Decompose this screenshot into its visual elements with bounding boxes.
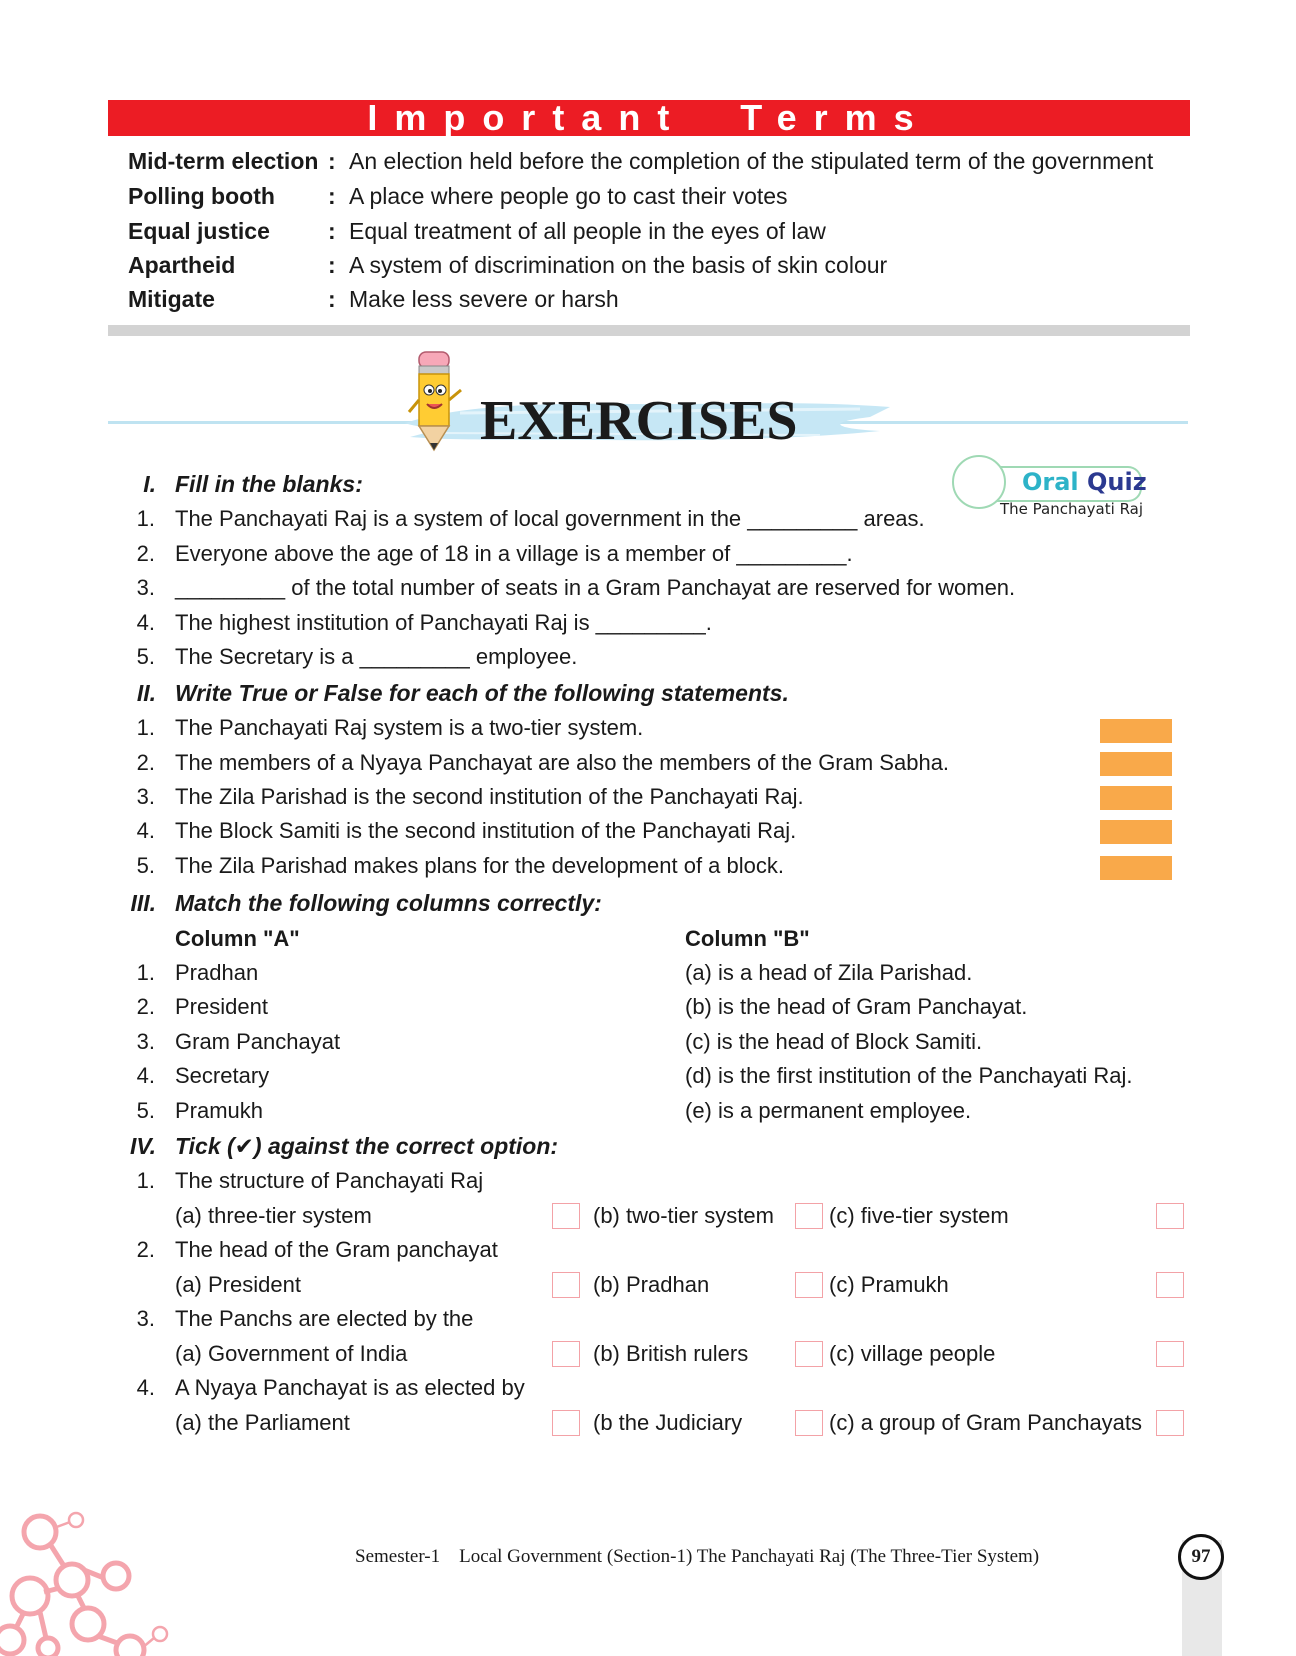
- option-a: (a) three-tier system: [175, 1203, 372, 1228]
- column-a-item: Pramukh: [175, 1098, 264, 1123]
- option-a: (a) President: [175, 1272, 301, 1297]
- term-word: Apartheid: [128, 252, 236, 278]
- footer-semester: Semester-1: [355, 1546, 441, 1567]
- tick-box[interactable]: [552, 1410, 580, 1436]
- question-row: [0, 571, 1296, 605]
- tick-box[interactable]: [1156, 1203, 1184, 1229]
- question-text: Everyone above the age of 18 in a village is a member of _________.: [175, 541, 853, 566]
- section-number: IV.: [129, 1133, 156, 1159]
- option-c: (c) a group of Gram Panchayats: [829, 1410, 1143, 1435]
- question-number: 5.: [136, 853, 155, 878]
- question-text: The Secretary is a _________ employee.: [175, 644, 578, 669]
- option-b: (b) two-tier system: [593, 1203, 774, 1228]
- term-definition: An election held before the completion of the stipulated term of the government: [349, 148, 1154, 174]
- column-b-header: Column "B": [685, 926, 810, 951]
- option-b: (b) Pradhan: [593, 1272, 710, 1297]
- question-number: 5.: [136, 1098, 155, 1123]
- section-number: II.: [136, 680, 156, 706]
- question-number: 3.: [136, 784, 155, 809]
- question-row: [0, 640, 1296, 674]
- question-row: [0, 606, 1296, 640]
- option-c: (c) village people: [829, 1341, 996, 1366]
- section-heading: [0, 467, 1296, 501]
- column-headers: [0, 922, 1296, 956]
- question-text: A Nyaya Panchayat is as elected by: [175, 1375, 525, 1400]
- match-row: [0, 1094, 1296, 1128]
- question-number: 2.: [136, 750, 155, 775]
- section-heading: [0, 676, 1296, 710]
- question-number: 2.: [136, 1237, 155, 1262]
- exercises-title: EXERCISES: [480, 390, 798, 452]
- question-text: The Block Samiti is the second institution of the Panchayati Raj.: [175, 818, 797, 843]
- option-a: (a) the Parliament: [175, 1410, 350, 1435]
- question-text: The structure of Panchayati Raj: [175, 1168, 484, 1193]
- question-number: 1.: [136, 506, 155, 531]
- column-b-item: (d) is the first institution of the Panchayati Raj.: [685, 1063, 1133, 1088]
- term-definition: A place where people go to cast their votes: [349, 183, 788, 209]
- term-colon: :: [328, 183, 336, 209]
- true-false-answer-box[interactable]: [1100, 820, 1172, 844]
- match-row: [0, 956, 1296, 990]
- section-divider: [108, 325, 1190, 336]
- question-number: 4.: [136, 818, 155, 843]
- column-a-header: Column "A": [175, 926, 300, 951]
- question-number: 1.: [136, 960, 155, 985]
- question-number: 4.: [136, 1375, 155, 1400]
- footer-running-head: [355, 1545, 1039, 1569]
- question-number: 4.: [136, 1063, 155, 1088]
- question-text: The Panchayati Raj system is a two-tier system.: [175, 715, 644, 740]
- term-word: Mid-term election: [128, 148, 319, 174]
- question-number: 3.: [136, 1306, 155, 1331]
- question-text: The members of a Nyaya Panchayat are also the members of the Gram Sabha.: [175, 750, 950, 775]
- question-number: 2.: [136, 994, 155, 1019]
- options-row: [0, 1337, 1296, 1371]
- true-false-answer-box[interactable]: [1100, 752, 1172, 776]
- tick-box[interactable]: [795, 1272, 823, 1298]
- tick-box[interactable]: [552, 1272, 580, 1298]
- true-false-answer-box[interactable]: [1100, 786, 1172, 810]
- option-c: (c) Pramukh: [829, 1272, 949, 1297]
- pencil-mascot-icon: [405, 346, 467, 456]
- options-row: [0, 1199, 1296, 1233]
- oral-quiz-oral: Oral: [1022, 468, 1079, 496]
- column-a-item: Gram Panchayat: [175, 1029, 341, 1054]
- question-row: [0, 537, 1296, 571]
- question-text: _________ of the total number of seats in a Gram Panchayat are reserved for women.: [175, 575, 1016, 600]
- tick-box[interactable]: [795, 1341, 823, 1367]
- column-a-item: Pradhan: [175, 960, 259, 985]
- term-colon: :: [328, 286, 336, 312]
- column-b-item: (b) is the head of Gram Panchayat.: [685, 994, 1028, 1019]
- option-a: (a) Government of India: [175, 1341, 408, 1366]
- option-c: (c) five-tier system: [829, 1203, 1009, 1228]
- tick-box[interactable]: [1156, 1272, 1184, 1298]
- section-number: III.: [130, 890, 156, 916]
- column-b-item: (e) is a permanent employee.: [685, 1098, 972, 1123]
- question-number: 3.: [136, 575, 155, 600]
- option-b: (b) British rulers: [593, 1341, 749, 1366]
- match-row: [0, 990, 1296, 1024]
- term-colon: :: [328, 252, 336, 278]
- tick-box[interactable]: [1156, 1410, 1184, 1436]
- question-text: The Panchs are elected by the: [175, 1306, 474, 1331]
- question-number: 3.: [136, 1029, 155, 1054]
- true-false-answer-box[interactable]: [1100, 719, 1172, 743]
- question-row: [0, 1302, 1296, 1336]
- section-heading: [0, 1129, 1296, 1163]
- molecule-decoration-icon: [0, 1500, 180, 1656]
- term-definition: Make less severe or harsh: [349, 286, 619, 312]
- question-number: 4.: [136, 610, 155, 635]
- section-title: Tick (✔) against the correct option:: [175, 1133, 559, 1159]
- important-terms-banner: Important Terms: [108, 100, 1190, 136]
- section-heading: [0, 886, 1296, 920]
- options-row: [0, 1268, 1296, 1302]
- question-text: The Zila Parishad makes plans for the development of a block.: [175, 853, 784, 878]
- tick-box[interactable]: [795, 1203, 823, 1229]
- tick-box[interactable]: [1156, 1341, 1184, 1367]
- question-row: [0, 1164, 1296, 1198]
- section-title: Match the following columns correctly:: [175, 890, 602, 916]
- question-text: The Panchayati Raj is a system of local government in the _________ areas.: [175, 506, 925, 531]
- term-colon: :: [328, 218, 336, 244]
- match-row: [0, 1025, 1296, 1059]
- question-text: The Zila Parishad is the second institution of the Panchayati Raj.: [175, 784, 804, 809]
- column-a-item: President: [175, 994, 268, 1019]
- term-word: Mitigate: [128, 286, 215, 312]
- question-row: [0, 502, 1296, 536]
- option-b: (b the Judiciary: [593, 1410, 743, 1435]
- column-b-item: (a) is a head of Zila Parishad.: [685, 960, 973, 985]
- term-word: Polling booth: [128, 183, 275, 209]
- column-b-item: (c) is the head of Block Samiti.: [685, 1029, 983, 1054]
- term-definition: A system of discrimination on the basis of skin colour: [349, 252, 888, 278]
- tick-box[interactable]: [552, 1341, 580, 1367]
- match-row: [0, 1059, 1296, 1093]
- term-definition: Equal treatment of all people in the eyes of law: [349, 218, 826, 244]
- question-number: 1.: [136, 715, 155, 740]
- section-title: Fill in the blanks:: [175, 471, 363, 497]
- oral-quiz-quiz: Quiz: [1087, 468, 1147, 496]
- question-number: 5.: [136, 644, 155, 669]
- question-number: 1.: [136, 1168, 155, 1193]
- term-colon: :: [328, 148, 336, 174]
- question-text: The head of the Gram panchayat: [175, 1237, 498, 1262]
- question-text: The highest institution of Panchayati Raj is _________.: [175, 610, 712, 635]
- column-a-item: Secretary: [175, 1063, 270, 1088]
- question-row: [0, 1233, 1296, 1267]
- section-number: I.: [143, 471, 156, 497]
- section-title: Write True or False for each of the following statements.: [175, 680, 789, 706]
- question-row: [0, 1371, 1296, 1405]
- true-false-answer-box[interactable]: [1100, 856, 1172, 880]
- oral-quiz-subtitle: The Panchayati Raj: [1000, 500, 1144, 518]
- term-word: Equal justice: [128, 218, 270, 244]
- options-row: [0, 1406, 1296, 1440]
- tick-box[interactable]: [552, 1203, 580, 1229]
- footer-chapter: Local Government (Section-1) The Panchayati Raj (The Three-Tier System): [459, 1546, 1040, 1567]
- tick-box[interactable]: [795, 1410, 823, 1436]
- question-number: 2.: [136, 541, 155, 566]
- page-number: 97: [1178, 1534, 1224, 1580]
